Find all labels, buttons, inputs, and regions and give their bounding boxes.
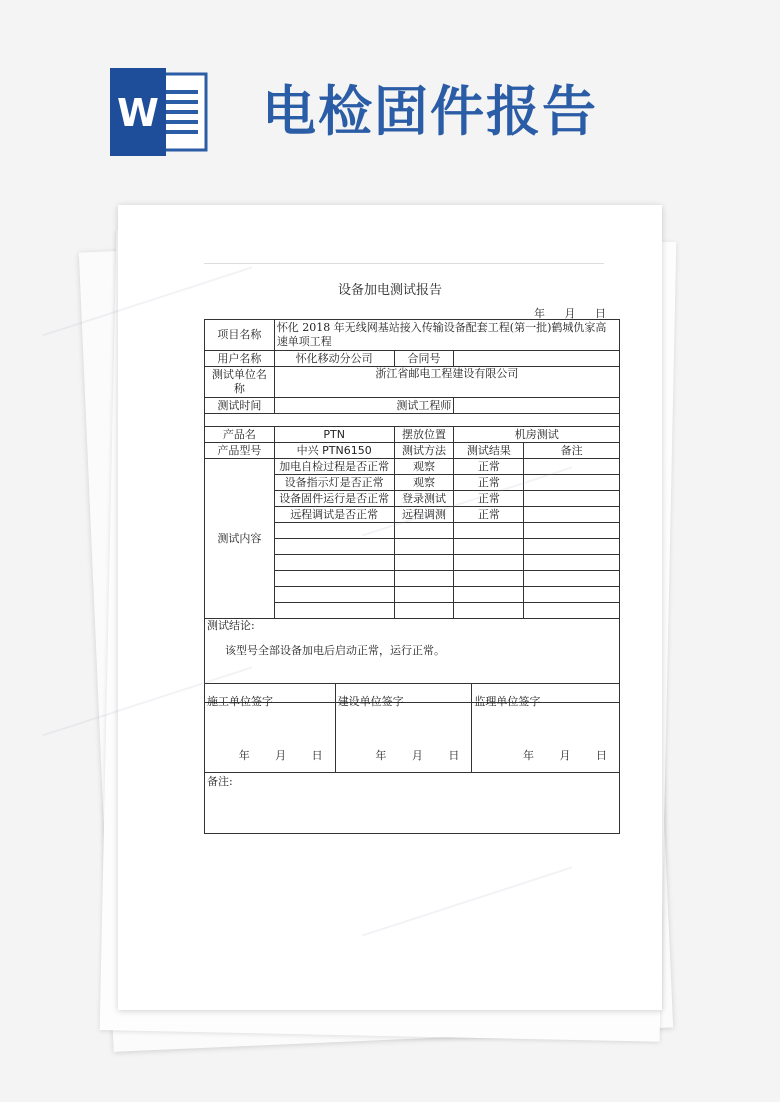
user-row — [205, 351, 620, 367]
test-method: 远程调测 — [394, 507, 454, 523]
empty-cell — [454, 603, 524, 619]
empty-cell — [454, 555, 524, 571]
user-label: 用户名称 — [205, 351, 275, 367]
product-name-value: PTN — [274, 427, 394, 443]
empty-cell — [524, 603, 620, 619]
project-label: 项目名称 — [205, 320, 275, 351]
empty-cell — [274, 555, 394, 571]
project-row — [205, 320, 620, 351]
document-title: 设备加电测试报告 — [337, 283, 442, 298]
banner-title: 电检固件报告 — [262, 80, 598, 143]
supervisor-sign-cell — [472, 684, 620, 773]
empty-cell — [274, 587, 394, 603]
test-remark — [524, 507, 620, 523]
empty-cell — [394, 555, 454, 571]
test-method: 观察 — [394, 459, 454, 475]
empty-cell — [454, 571, 524, 587]
test-result: 正常 — [454, 491, 524, 507]
test-unit-row — [205, 367, 620, 398]
report-date: 年 月 日 — [534, 307, 606, 320]
empty-cell — [454, 523, 524, 539]
header-rule — [204, 263, 604, 264]
empty-cell — [524, 523, 620, 539]
document-page — [118, 205, 662, 1010]
spacer-row — [205, 414, 620, 427]
supervisor-sign-label: 监理单位签字 — [474, 695, 541, 708]
empty-cell — [524, 555, 620, 571]
test-result: 正常 — [454, 459, 524, 475]
test-item: 设备指示灯是否正常 — [274, 475, 394, 491]
signature-row — [205, 684, 620, 773]
remarks-row — [205, 773, 620, 834]
contract-value — [454, 351, 620, 367]
test-method: 登录测试 — [394, 491, 454, 507]
construction-sign-label: 施工单位签字 — [207, 695, 273, 708]
product-name-label: 产品名 — [205, 427, 275, 443]
empty-cell — [394, 571, 454, 587]
conclusion-label: 测试结论: — [205, 619, 620, 635]
empty-cell — [274, 603, 394, 619]
empty-cell — [274, 571, 394, 587]
placement-label: 摆放位置 — [394, 427, 454, 443]
test-unit-value: 浙江省邮电工程建设有限公司 — [274, 367, 619, 398]
test-time-label: 测试时间 — [205, 398, 275, 414]
test-method: 观察 — [394, 475, 454, 491]
empty-cell — [524, 587, 620, 603]
result-col-label: 测试结果 — [454, 443, 524, 459]
remark-col-label: 备注 — [524, 443, 620, 459]
model-row — [205, 443, 620, 459]
conclusion-text: 该型号全部设备加电后启动正常，运行正常。 — [205, 634, 620, 703]
remarks-cell: 备注: — [205, 773, 620, 834]
word-logo-letter: W — [117, 91, 159, 135]
test-content-label: 测试内容 — [205, 459, 275, 619]
signature-table — [204, 683, 620, 834]
engineer-label: 测试工程师 — [274, 398, 454, 414]
project-value: 怀化 2018 年无线网基站接入传输设备配套工程(第一批)鹤城仇家高速单项工程 — [274, 320, 619, 351]
test-time-row — [205, 398, 620, 414]
builder-sign-date: 年 月 日 — [375, 749, 460, 762]
empty-cell — [454, 539, 524, 555]
user-value: 怀化移动分公司 — [274, 351, 394, 367]
empty-cell — [394, 603, 454, 619]
placement-value: 机房测试 — [454, 427, 620, 443]
word-logo-icon — [108, 68, 208, 156]
test-item: 加电自检过程是否正常 — [274, 459, 394, 475]
builder-sign-cell — [335, 684, 472, 773]
spacer-cell — [205, 414, 620, 427]
builder-sign-label: 建设单位签字 — [337, 695, 404, 708]
construction-sign-cell — [205, 684, 336, 773]
product-row — [205, 427, 620, 443]
empty-cell — [394, 587, 454, 603]
conclusion-label-row — [205, 619, 620, 635]
test-unit-label: 测试单位名称 — [205, 367, 275, 398]
test-result: 正常 — [454, 475, 524, 491]
model-value: 中兴 PTN6150 — [274, 443, 394, 459]
construction-sign-date: 年 月 日 — [238, 749, 323, 762]
test-item: 设备固件运行是否正常 — [274, 491, 394, 507]
model-label: 产品型号 — [205, 443, 275, 459]
test-item: 远程调试是否正常 — [274, 507, 394, 523]
test-report-form — [204, 319, 620, 703]
supervisor-sign-date: 年 月 日 — [523, 749, 607, 762]
empty-cell — [524, 539, 620, 555]
engineer-value — [454, 398, 620, 414]
empty-cell — [454, 587, 524, 603]
test-result: 正常 — [454, 507, 524, 523]
method-col-label: 测试方法 — [394, 443, 454, 459]
empty-cell — [524, 571, 620, 587]
contract-label: 合同号 — [394, 351, 454, 367]
